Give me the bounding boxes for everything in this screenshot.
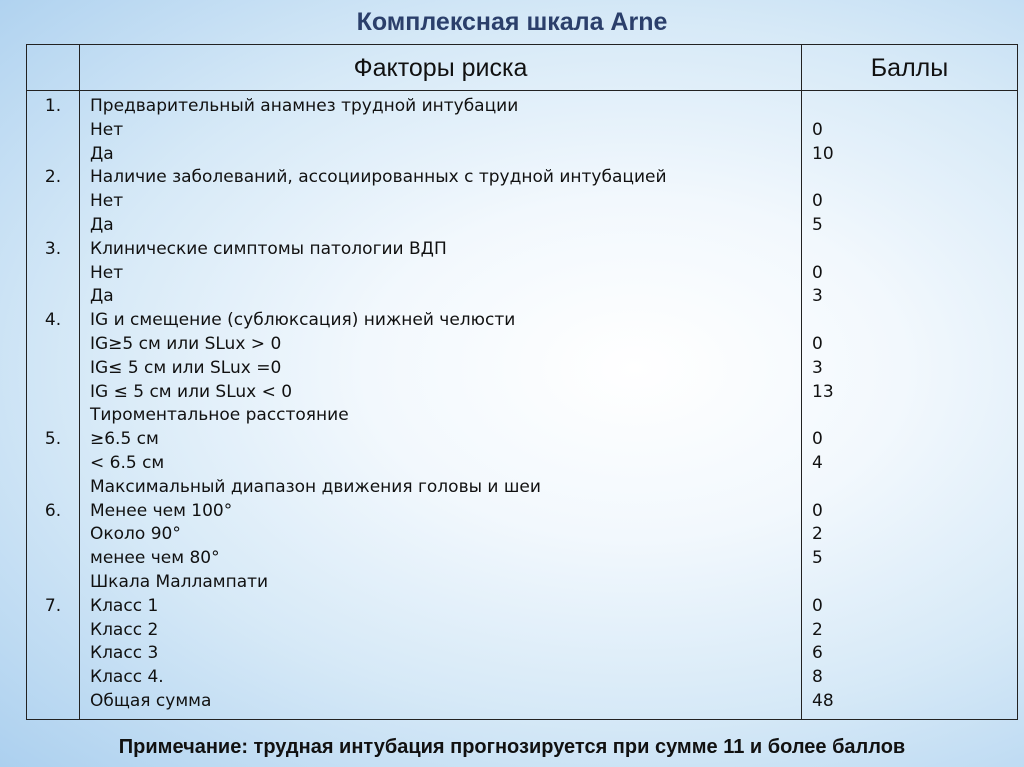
points-value: 10 [812,143,834,164]
factor-label: Класс 4. [90,667,164,688]
points-value: 0 [812,262,823,283]
factor-label: Нет [90,262,124,283]
factor-number: 7. [44,595,62,616]
factor-label: Да [90,215,114,235]
factor-label: Клинические симптомы патологии ВДП [90,238,447,259]
factor-number: 2. [44,167,62,188]
points-value: 0 [812,500,823,521]
factor-label: < 6.5 см [90,453,165,473]
points-value: 3 [812,286,823,307]
factor-label: IG ≤ 5 см или SLux < 0 [90,381,293,402]
factor-label: менее чем 80° [90,548,220,569]
points-value: 5 [812,215,823,235]
factor-label: Около 90° [90,524,181,545]
points-value: 0 [812,429,823,450]
points-value: 5 [812,548,823,569]
points-value: 0 [812,334,823,354]
factor-number: 1. [44,96,62,116]
points-value: 4 [812,453,823,473]
factor-number: 4. [44,310,62,331]
points-value: 3 [812,357,823,378]
factor-number: 6. [44,500,62,521]
factor-label: IG≥5 см или SLux > 0 [90,334,282,354]
header-factors: Факторы риска [353,54,528,82]
factor-number: 3. [44,238,62,259]
factor-label: Класс 3 [90,643,159,664]
factor-label: Менее чем 100° [90,500,233,521]
points-value: 2 [812,619,823,640]
factor-label: Да [90,286,114,307]
factor-label: Общая сумма [90,691,212,711]
points-value: 6 [812,643,823,664]
header-points: Баллы [870,54,949,82]
header-divider [27,90,1017,91]
factor-label: Тироментальное расстояние [90,405,349,426]
factor-label: IG и смещение (сублюксация) нижней челюсти [90,310,516,331]
footnote: Примечание: трудная интубация прогнозируется при сумме 11 и более баллов [118,736,906,758]
factor-label: Да [90,143,114,164]
points-value: 13 [812,381,834,402]
points-value: 48 [812,691,834,711]
factor-label: Класс 2 [90,619,159,640]
factor-label: IG≤ 5 см или SLux =0 [90,357,282,378]
points-value: 0 [812,191,823,212]
factor-label: Нет [90,191,124,212]
points-value: 0 [812,119,823,140]
factor-label: Класс 1 [90,595,159,616]
factor-label: Шкала Маллампати [90,572,269,592]
factor-label: Нет [90,119,124,140]
factor-label: Предварительный анамнез трудной интубации [90,96,519,116]
points-value: 0 [812,595,823,616]
risk-factors-table [26,44,1018,720]
column-divider-points [801,45,802,719]
column-divider-number [79,45,80,719]
factor-label: ≥6.5 см [90,429,159,450]
points-value: 8 [812,667,823,688]
factor-label: Наличие заболеваний, ассоциированных с трудной интубацией [90,167,667,188]
factor-label: Максимальный диапазон движения головы и шеи [90,476,541,497]
factor-number: 5. [44,429,62,450]
page-title: Комплексная шкала Arne [356,8,668,36]
points-value: 2 [812,524,823,545]
